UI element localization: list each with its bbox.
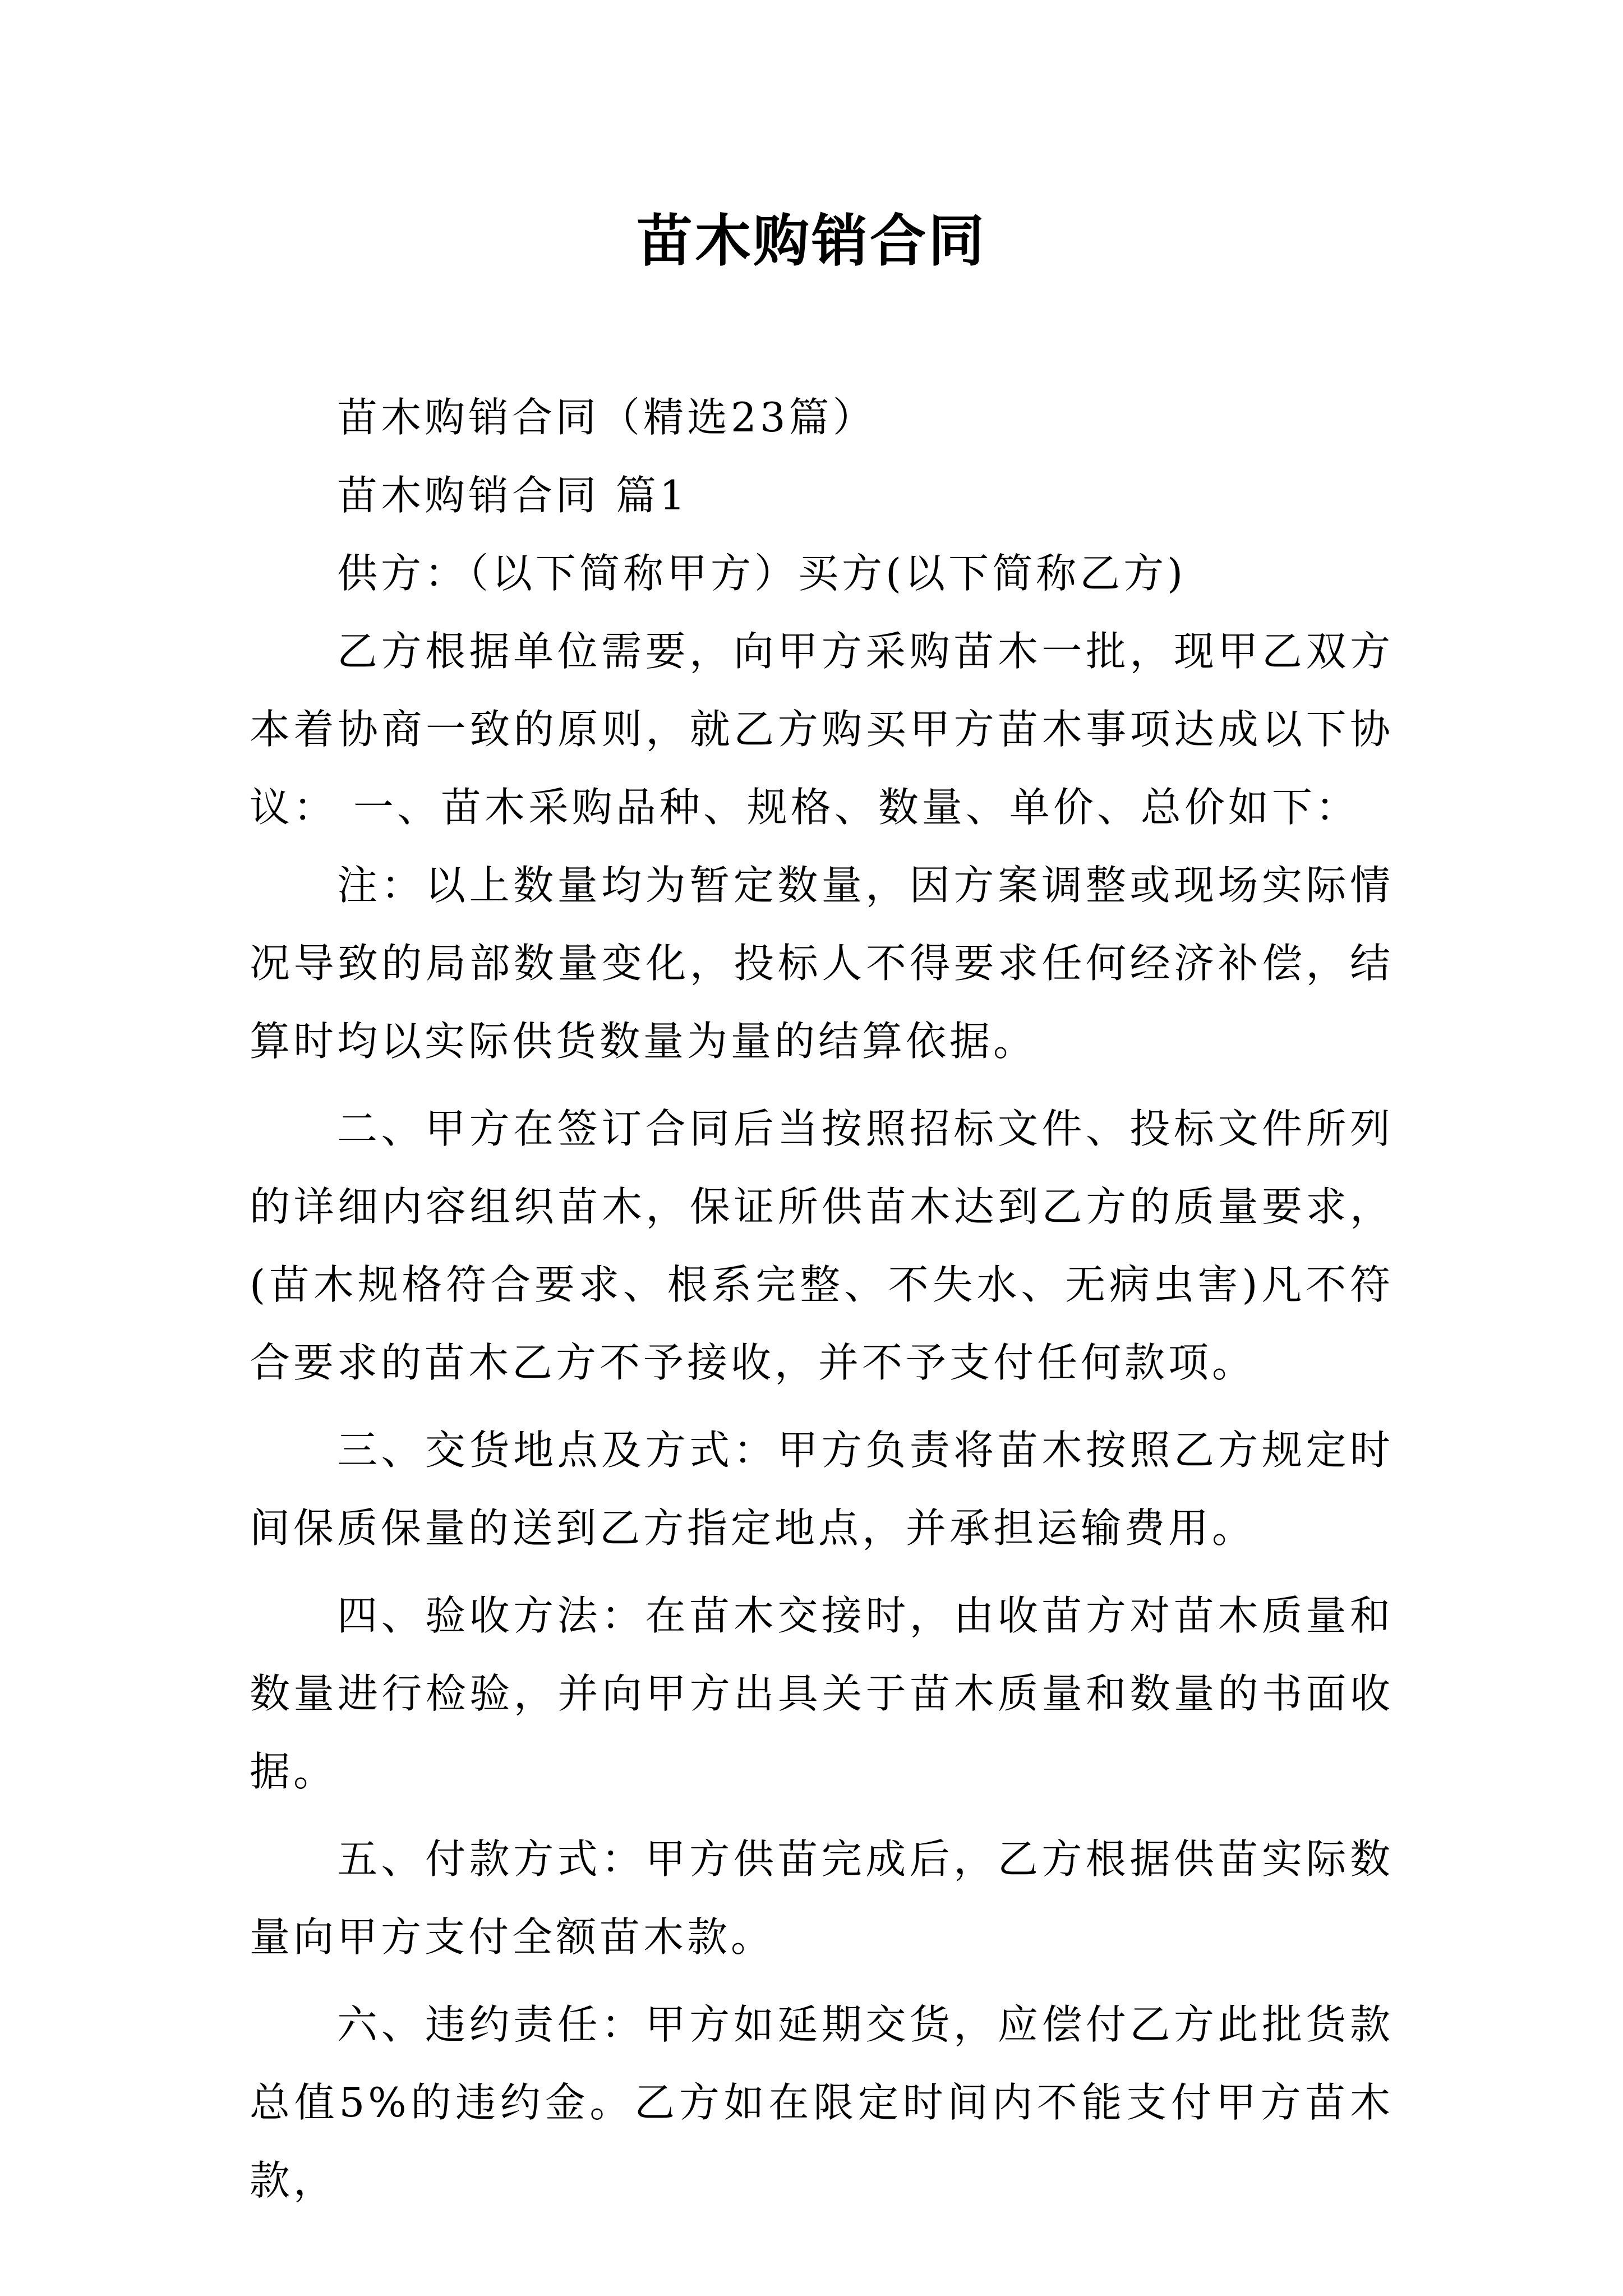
paragraph-parties: 供方：（以下简称甲方）买方(以下简称乙方)	[337, 550, 1187, 597]
paragraph-clause-5: 五、付款方式：甲方供苗完成后，乙方根据供苗实际数量向甲方支付全额苗木款。	[250, 1835, 1394, 1961]
paragraph-subtitle: 苗木购销合同（精选23篇）	[337, 394, 877, 441]
paragraph-clause-4: 四、验收方法：在苗木交接时，由收苗方对苗木质量和数量进行检验，并向甲方出具关于苗木质量和数量的书面收据。	[250, 1592, 1394, 1795]
paragraph-section-heading: 苗木购销合同 篇1	[337, 472, 689, 519]
paragraph-clause-2: 二、甲方在签订合同后当按照招标文件、投标文件所列的详细内容组织苗木，保证所供苗木达到乙方的质量要求，(苗木规格符合要求、根系完整、不失水、无病虫害)凡不符合要求的苗木乙方不予接收，并不予支付任何款项。	[250, 1105, 1394, 1386]
paragraph-intro: 乙方根据单位需要，向甲方采购苗木一批，现甲乙双方本着协商一致的原则，就乙方购买甲方苗木事项达成以下协议： 一、苗木采购品种、规格、数量、单价、总价如下：	[250, 628, 1394, 831]
paragraph-note: 注：以上数量均为暂定数量，因方案调整或现场实际情况导致的局部数量变化，投标人不得要求任何经济补偿，结算时均以实际供货数量为量的结算依据。	[250, 862, 1394, 1065]
document-title: 苗木购销合同	[637, 208, 986, 274]
paragraph-clause-3: 三、交货地点及方式：甲方负责将苗木按照乙方规定时间保质保量的送到乙方指定地点，并承担运输费用。	[250, 1427, 1394, 1552]
paragraph-clause-6: 六、违约责任：甲方如延期交货，应偿付乙方此批货款总值5%的违约金。乙方如在限定时间内不能支付甲方苗木款，	[250, 2001, 1394, 2204]
document-body	[250, 379, 1394, 2220]
